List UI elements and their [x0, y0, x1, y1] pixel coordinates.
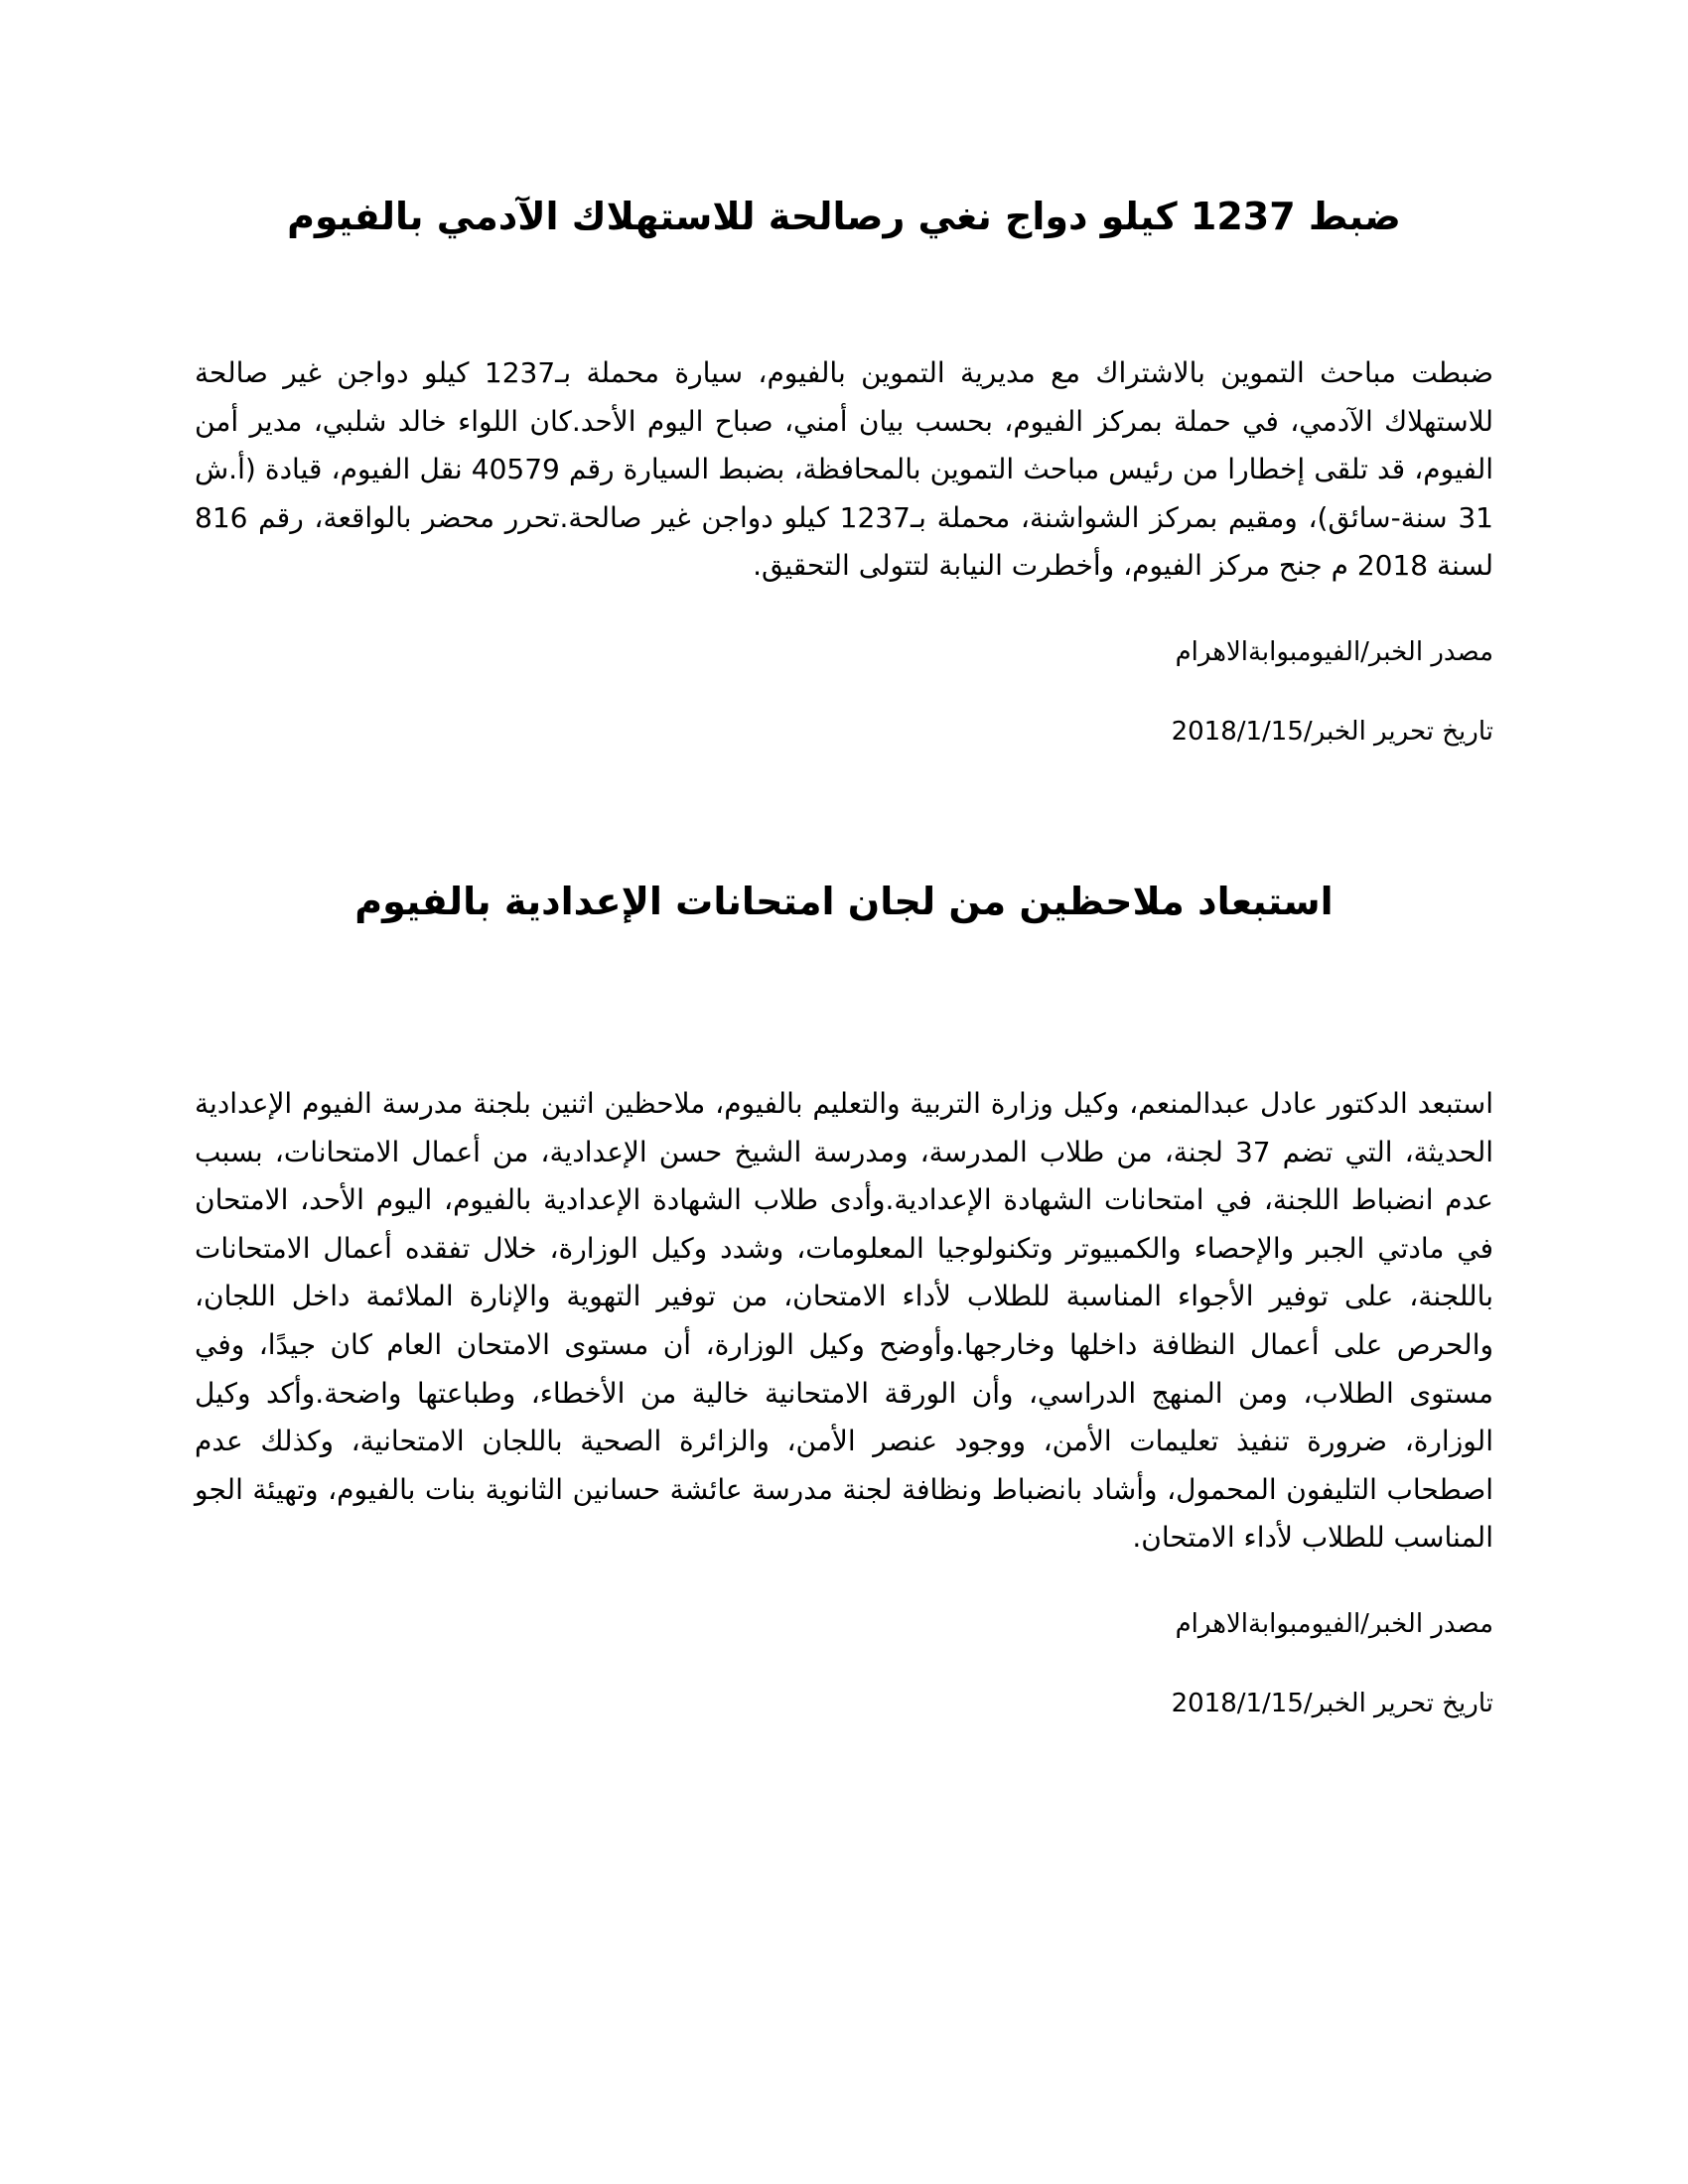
- news-article: [195, 874, 1493, 1723]
- article-body: ضبطت مباحث التموين بالاشتراك مع مديرية التموين بالفيوم، سيارة محملة بـ1237 كيلو دواجن غير صالحة للاستهلاك الآدمي، في حملة بمركز الفيوم، بحسب بيان أمني، صباح اليوم الأحد.كان اللواء خالد شلبي، مدير أمن الفيوم، قد تلقى إخطارا من رئيس مباحث التموين بالمحافظة، بضبط السيارة رقم 40579 نقل الفيوم، قيادة (أ.ش 31 سنة-سائق)، ومقيم بمركز الشواشنة، محملة بـ1237 كيلو دواجن غير صالحة.تحرر محضر بالواقعة، رقم 816 لسنة 2018 م جنح مركز الفيوم، وأخطرت النيابة لتتولى التحقيق.: [195, 356, 1494, 583]
- article-headline: استبعاد ملاحظين من لجان امتحانات الإعدادية بالفيوم: [354, 880, 1334, 923]
- article-source: مصدر الخبر/الفيومبوابةالاهرام: [1175, 1608, 1493, 1639]
- article-source: مصدر الخبر/الفيومبوابةالاهرام: [1175, 636, 1493, 667]
- article-headline: ضبط 1237 كيلو دواج نغي رصالحة للاستهلاك الآدمي بالفيوم: [287, 195, 1401, 238]
- article-date: تاريخ تحرير الخبر/2018/1/15: [1171, 716, 1493, 747]
- news-article: [195, 189, 1493, 751]
- article-body: استبعد الدكتور عادل عبدالمنعم، وكيل وزارة التربية والتعليم بالفيوم، ملاحظين اثنين بلجنة مدرسة الفيوم الإعدادية الحديثة، التي تضم 37 لجنة، من طلاب المدرسة، ومدرسة الشيخ حسن الإعدادية، من أعمال الامتحانات، بسبب عدم انضباط اللجنة، في امتحانات الشهادة الإعدادية.وأدى طلاب الشهادة الإعدادية بالفيوم، اليوم الأحد، الامتحان في مادتي الجبر والإحصاء والكمبيوتر وتكنولوجيا المعلومات، وشدد وكيل الوزارة، خلال تفقده أعمال الامتحانات باللجنة، على توفير الأجواء المناسبة للطلاب لأداء الامتحان، من توفير التهوية والإنارة الملائمة داخل اللجان، والحرص على أعمال النظافة داخلها وخارجها.وأوضح وكيل الوزارة، أن مستوى الامتحان العام كان جيدًا، وفي مستوى الطلاب، ومن المنهج الدراسي، وأن الورقة الامتحانية خالية من الأخطاء، وطباعتها واضحة.وأكد وكيل الوزارة، ضرورة تنفيذ تعليمات الأمن، ووجود عنصر الأمن، والزائرة الصحية باللجان الامتحانية، وكذلك عدم اصطحاب التليفون المحمول، وأشاد بانضباط ونظافة لجنة مدرسة عائشة حسانين الثانوية بنات بالفيوم، وتهيئة الجو المناسب للطلاب لأداء الامتحان.: [195, 1087, 1493, 1555]
- article-date: تاريخ تحرير الخبر/2018/1/15: [1171, 1688, 1493, 1718]
